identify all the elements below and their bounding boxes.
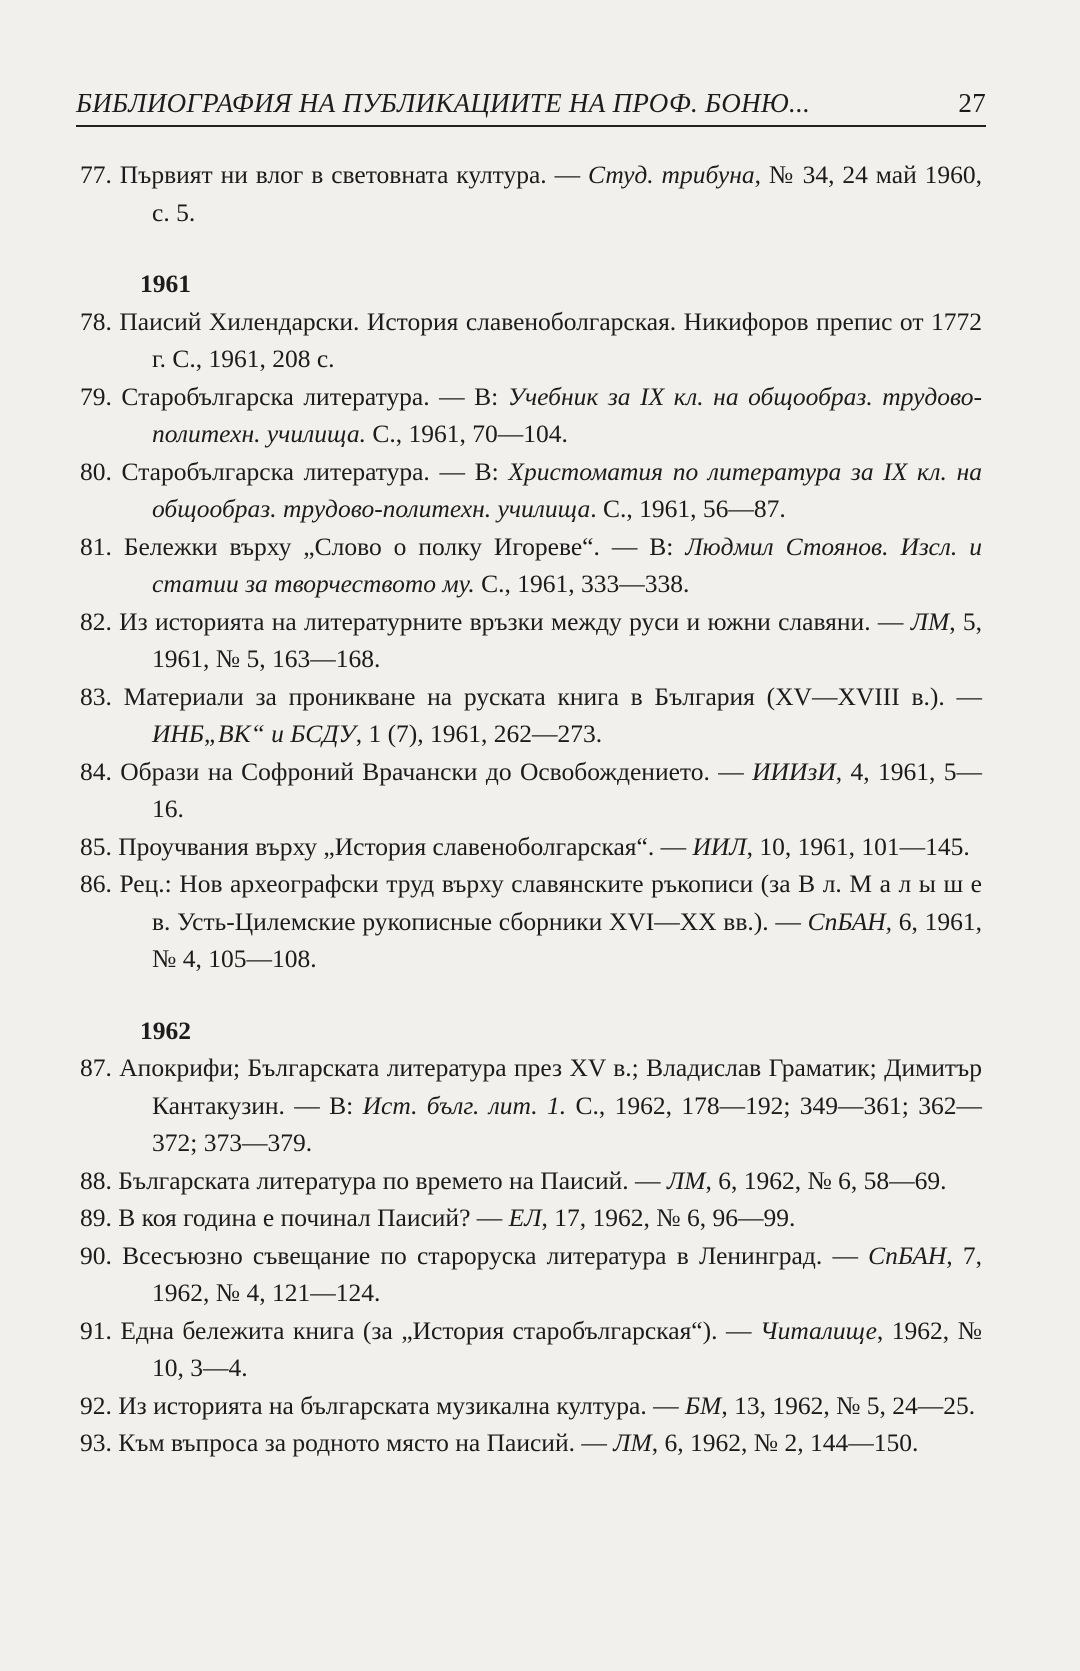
bibliography-entry [80,1424,982,1462]
entry-text: . С., 1961, 56—87. [590,494,786,523]
entry-text: , 6, 1962, № 2, 144—150. [651,1428,919,1457]
entry-text: 79. Старобългарска литература. — В: [80,381,508,411]
entry-text: 90. Всесъюзно съвещание по староруска литература в Ленинград. — [80,1240,869,1270]
entry-italic-text: Студ. трибуна [587,160,755,189]
entry-italic-text: Читалище [760,1315,877,1345]
entry-text: 85. Проучвания върху „История славеноболгарская“. — [80,831,693,861]
entry-text: 80. Старобългарска литература. — В: [80,456,509,486]
running-header [76,88,986,127]
year-heading: 1962 [140,1015,191,1045]
entry-text: С., 1961, 70—104. [365,419,568,448]
bibliography-entry [80,1387,982,1425]
bibliography-entry [80,753,982,828]
entry-text: 7, 1962, № 4, 121—124. [152,1240,982,1307]
entry-text: 93. Към въпроса за родното място на Паисий. — [80,1428,614,1457]
bibliography-entry [80,528,982,603]
bibliography-entry [80,156,982,231]
entry-text: , 5, 1961, № 5, 163—168. [152,606,983,673]
bibliography-entry [80,1312,982,1387]
entry-text: , 10, 1961, 101—145. [746,831,970,861]
year-heading: 1961 [140,269,191,298]
entry-text: 92. Из историята на българската музикална култура. — [80,1390,686,1420]
entry-text: 6, 1961, № 4, 105—108. [152,906,983,973]
entry-italic-text: ИИЛ [692,831,747,861]
entry-text: , 13, 1962, № 5, 24—25. [721,1390,976,1420]
bibliography-list [80,156,982,1462]
entry-italic-text: БМ [685,1390,722,1420]
entry-text: 88. Българската литература по времето на Паисий. — [80,1165,667,1195]
entry-italic-text: Христоматия по литература за IX кл. на общообраз. трудово-политехн. училища [152,456,982,523]
bibliography-entry [80,678,982,753]
entry-italic-text: ЛМ [666,1165,706,1195]
entry-italic-text: ЕЛ [508,1203,542,1232]
entry-italic-text: ЛМ [613,1428,652,1457]
page-number: 27 [958,88,986,118]
entry-italic-text: ЛМ [910,606,950,636]
entry-italic-text: Людмил Стоянов. Изсл. и статии за творчеството му. [152,531,983,598]
entry-text: , 6, 1962, № 6, 58—69. [705,1165,947,1195]
bibliography-entry [80,453,982,528]
entry-text: С., 1961, 333—338. [474,569,690,598]
bibliography-entry [80,828,982,866]
running-title: БИБЛИОГРАФИЯ НА ПУБЛИКАЦИИТЕ НА ПРОФ. БОНЮ... [76,88,811,118]
entry-italic-text: Ист. бълг. лит. 1. [362,1090,567,1120]
bibliography-entry [80,1162,982,1200]
entry-text: 84. Образи на Софроний Врачански до Освобождението. — [80,756,753,786]
bibliography-entry [80,1049,982,1162]
entry-text: С., 1962, 178—192; 349—361; 362—372; 373—379. [152,1090,982,1157]
entry-text: 91. Една бележита книга (за „История старобългарская“). — [80,1315,761,1345]
bibliography-entry [80,1237,982,1312]
entry-text: 86. Рец.: Нов археографски труд върху славянските ръкописи (за В л. М а л ы ш е в. Усть-Цилемские рукописные сборники XVI—XX вв.). — [80,869,982,936]
entry-italic-text: ИНБ„ВК“ и БСДУ [152,719,356,748]
bibliography-entry [80,1199,982,1237]
entry-text: , № 34, 24 май 1960, с. 5. [152,160,983,227]
entry-text: 87. Апокрифи; Българската литература през XV в.; Владислав Граматик; Димитър Кантакузин. — В: [80,1053,982,1120]
bibliography-entry [80,865,982,978]
bibliography-entry [80,303,982,378]
entry-text: 78. Паисий Хилендарски. История славеноболгарская. Никифоров препис от 1772 г. С., 1961, 208 с. [80,306,982,373]
entry-text: , 17, 1962, № 6, 96—99. [541,1203,796,1232]
entry-text: 83. Материали за проникване на руската книга в България (XV—XVIII в.). — [80,681,982,711]
entry-text: , 1 (7), 1961, 262—273. [355,719,603,748]
entry-text: , 4, 1961, 5—16. [152,756,983,823]
entry-italic-text: СпБАН, [868,1240,953,1270]
bibliography-entry [80,603,982,678]
entry-italic-text: Учебник за IX кл. на общообраз. трудово-политехн. училища. [152,381,982,448]
entry-text: , 1962, № 10, 3—4. [152,1315,982,1382]
entry-text: 82. Из историята на литературните връзки между руси и южни славяни. — [80,606,911,636]
entry-text: 81. Бележки върху „Слово о полку Игореве“. — В: [80,531,686,561]
entry-text: 77. Първият ни влог в световната култура. — [80,160,588,189]
bibliography-entry [80,378,982,453]
entry-italic-text: СпБАН, [807,906,893,936]
entry-italic-text: ИИИзИ [752,756,836,786]
entry-text: 89. В коя година е починал Паисий? — [80,1203,509,1232]
